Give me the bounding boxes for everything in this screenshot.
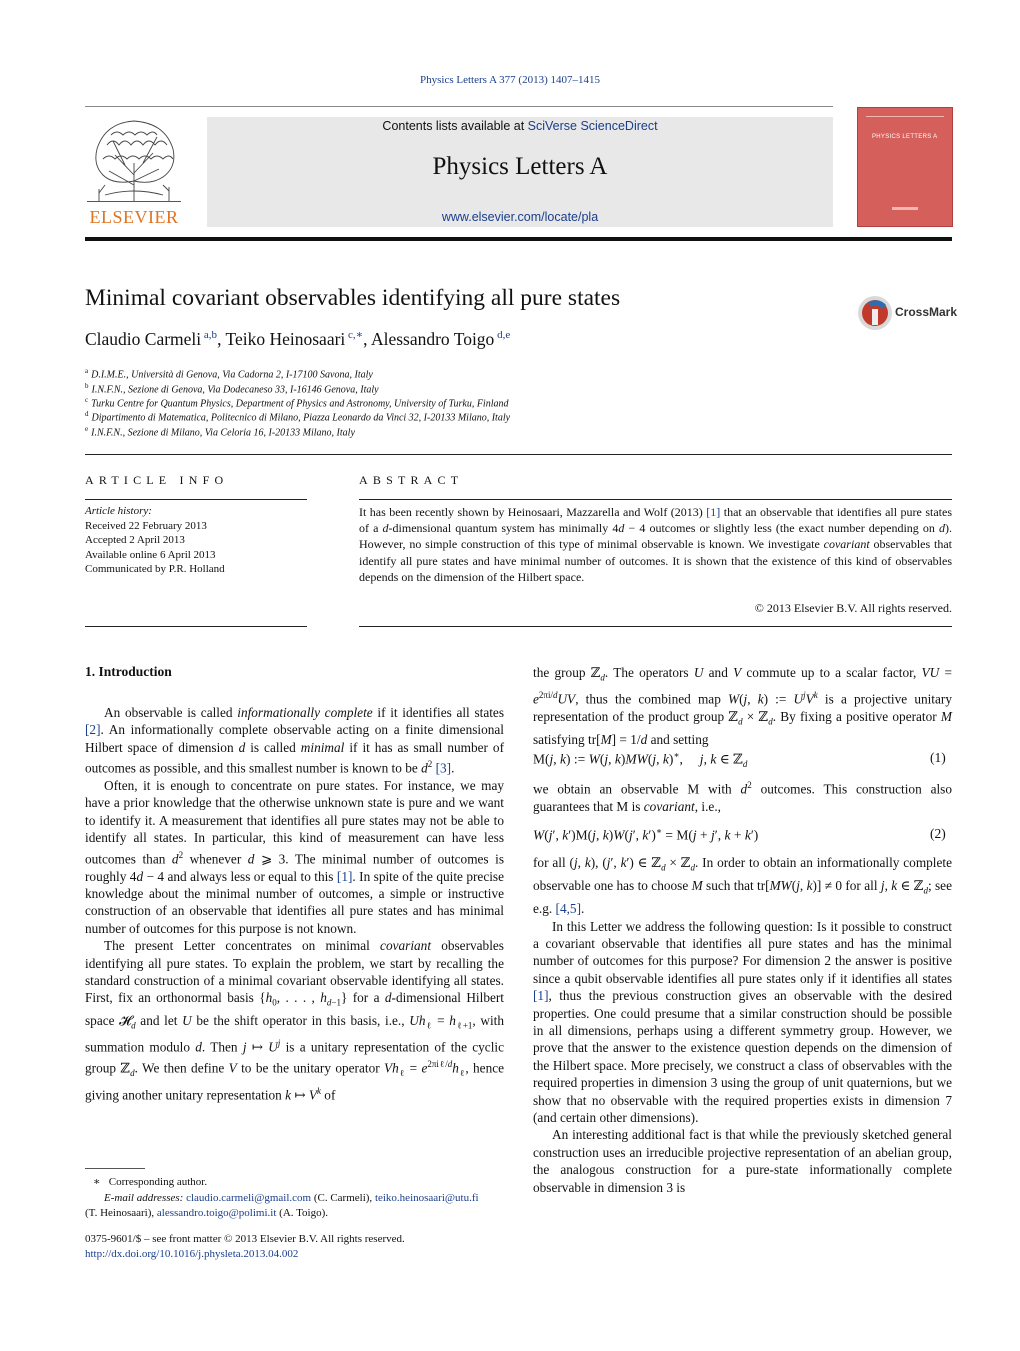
citation-link[interactable]: [1] — [533, 988, 549, 1004]
journal-title: Physics Letters A — [432, 153, 608, 180]
citation-link[interactable]: [1] — [706, 505, 721, 519]
section-heading: 1. Introduction — [85, 664, 172, 679]
author-sup[interactable]: a,b — [203, 329, 218, 341]
sciencedirect-link[interactable]: SciVerse ScienceDirect — [527, 119, 658, 133]
elsevier-wordmark: ELSEVIER — [89, 207, 179, 227]
author-sup[interactable]: c,∗ — [348, 329, 364, 341]
article-info-heading: ARTICLE INFO — [85, 473, 229, 487]
affiliation: $^c$ Turku Centre for Quantum Physics, Department of Physics and Astronomy, University of Turku, Finland — [85, 396, 509, 410]
author-name: Alessandro Toigo — [370, 328, 495, 349]
info-rule — [85, 499, 307, 500]
left-column-text: An observable is called informationally complete if it identifies all states [2]. An informationally complete observable acting on a finite dimensional Hilbert space of dimension d is called minimal if it has as small number of outcomes as possible, and this smallest number is known to be $d^2$ [3]. Often, it is enough to concentrate on pure states. For instance, we may have a prior knowledge that the otherwise unknown state is pure and we want to identify it. A measurement that identifies all pure states may not be able to identify all states. In particular, this kind of measurement can have less outcomes than $d^2$ whenever d ⩾ 3. The minimal number of outcomes is roughly 4d − 4 and always less or equal to this [1]. In spite of the quite precise knowledge about the minimal number of outcomes, a simple or instructive construction of an observable that identifies all pure states and has minimal number of outcomes for this purpose is not known. The present Letter concentrates on minimal covariant observables identifying all pure states. To explain the problem, we start by recalling the standard construction of a minimal covariant observable identifying all states. First, fix an orthonormal basis {$h_0$, . . . , $h_{d-1}$} for a d-dimensional Hilbert space 𝓗$_d$ and let U be the shift operator in this basis, i.e., $Uh_\ell = h_{\ell+1}$, with summation modulo d. Then j ↦ $U^j$ is a unitary representation of the cyclic group ℤ$_d$. We then define V to be the unitary operator $Vh_\ell = e^{2\pi i\ell/d}h_\ell$, hence giving another unitary representation k ↦ $V^k$ of — [85, 705, 505, 1103]
issn-line: 0375-9601/$ – see front matter © 2013 Elsevier B.V. All rights reserved. — [85, 1233, 405, 1245]
equation-2-label: (2) — [930, 826, 946, 841]
cover-rule — [866, 116, 944, 117]
article-history — [85, 504, 307, 577]
footnote: ∗ Corresponding author. E-mail addresses: claudio.carmeli@gmail.com (C. Carmeli), teiko.heinosaari@utu.fi (T. Heinosaari), alessandro.toigo@polimi.it (A. Toigo). — [85, 1176, 479, 1219]
citation-link[interactable]: [3] — [435, 760, 452, 776]
cover-title: PHYSICS LETTERS A — [872, 134, 938, 140]
footnote-rule — [85, 1168, 145, 1169]
article-title: Minimal covariant observables identifying all pure states — [85, 285, 621, 311]
affiliation: $^e$ I.N.F.N., Sezione di Milano, Via Celoria 16, I-20133 Milano, Italy — [85, 425, 355, 439]
equation-1-label: (1) — [930, 750, 946, 765]
equation-2: W(j′, k′)M(j, k)W(j′, k′)∗ = M(j + j′, k + k′) — [533, 826, 759, 843]
history-label: Article history: — [85, 505, 152, 517]
affiliation: $^b$ I.N.F.N., Sezione di Genova, Via Dodecaneso 33, I-16146 Genova, Italy — [85, 382, 379, 396]
email-link[interactable]: teiko.heinosaari@utu.fi — [374, 1191, 479, 1204]
footnote-star: ∗ — [93, 1176, 101, 1188]
crossmark-label: CrossMark — [895, 305, 958, 319]
accepted-date: Accepted 2 April 2013 — [85, 534, 185, 546]
section-divider — [85, 454, 952, 455]
contents-prefix: Contents lists available at — [382, 119, 528, 133]
doi-link[interactable]: http://dx.doi.org/10.1016/j.physleta.2013.04.002 — [85, 1248, 299, 1260]
contents-line — [207, 119, 833, 133]
author-name: Claudio Carmeli — [85, 328, 202, 349]
online-date: Available online 6 April 2013 — [85, 548, 216, 561]
journal-url[interactable]: www.elsevier.com/locate/pla — [441, 210, 599, 224]
email-link[interactable]: claudio.carmeli@gmail.com — [186, 1191, 312, 1204]
right-column-mid: we obtain an observable M with $d^2$ outcomes. This construction also guarantees that M is covariant, i.e., — [533, 780, 952, 814]
header-top-rule — [85, 106, 833, 107]
equation-1: M(j, k) := W(j, k)MW(j, k)∗, j, k ∈ ℤ$_d$ — [533, 750, 748, 770]
citation-link[interactable]: [1] — [336, 868, 353, 884]
elsevier-logo — [85, 115, 183, 227]
bottom-info — [85, 1232, 405, 1262]
journal-cover — [857, 107, 953, 227]
citation-link[interactable]: [2] — [85, 722, 101, 738]
abstract-rule — [359, 499, 952, 500]
crossmark-icon — [857, 295, 893, 331]
info-bottom-rule — [85, 626, 307, 627]
abstract-heading: ABSTRACT — [359, 473, 464, 487]
communicated-by: Communicated by P.R. Holland — [85, 563, 225, 575]
crossmark-badge[interactable] — [857, 295, 957, 331]
author-sup[interactable]: d,e — [497, 329, 511, 341]
received-date: Received 22 February 2013 — [85, 519, 207, 532]
citation-link[interactable]: [4,5] — [555, 901, 582, 917]
journal-reference[interactable]: Physics Letters A 377 (2013) 1407–1415 — [420, 74, 600, 86]
corresponding-author: Corresponding author. — [108, 1176, 208, 1188]
author-name: Teiko Heinosaari — [225, 328, 346, 349]
affiliation: $^d$ Dipartimento di Matematica, Politecnico di Milano, Piazza Leonardo da Vinci 32, I-20133 Milano, Italy — [85, 410, 511, 424]
abstract-bottom-rule — [359, 626, 952, 627]
header-thick-rule — [85, 237, 952, 241]
abstract-copyright: © 2013 Elsevier B.V. All rights reserved. — [754, 601, 952, 615]
email-link[interactable]: alessandro.toigo@polimi.it — [156, 1207, 277, 1219]
abstract-text: It has been recently shown by Heinosaari, Mazzarella and Wolf (2013) [1] that an observable that identifies all pure states of a d-dimensional quantum system has minimally 4d − 4 outcomes or slightly less (the exact number depending on d). However, no simple construction of this type of minimal observable is known. We investigate covariant observables that identify all pure states and have minimal number of outcomes. It is shown that the existence of this kind of observables depends on the dimension of the Hilbert space. — [359, 505, 952, 584]
affiliation: $^a$ D.I.M.E., Università di Genova, Via Cadorna 2, I-17100 Savona, Italy — [85, 367, 373, 381]
author-list: Claudio Carmeli $^{a,b}$, Teiko Heinosaari $^{c,∗}$, Alessandro Toigo $^{d,e}$ — [85, 328, 511, 349]
right-column-text: for all (j, k), (j′, k′) ∈ ℤ$_d$ × ℤ$_d$. In order to obtain an informationally complete observable one has to choose M such that tr[MW(j, k)] ≠ 0 for all j, k ∈ ℤ$_d$; see e.g. [4,5]. In this Letter we address the following question: Is it possible to construct a covariant observable that identifies all pure states and has the minimal number of outcomes for this purpose? For dimension 2 the answer is positive since a qubit observable identifies all pure states only if it identifies all states [1], thus the previous construction gives an observable with the desired properties. One could presume that a similar construction should be possible in all dimensions, perhaps using a different symmetry group. However, we prove that the answer to the existence question depends on the dimension of the Hilbert space. More precisely, we construct a class of observables with the required properties in dimension 3 using the group of unit quaternions, but we show that no observable with the required properties exists in dimension 7 (and certain other dimensions). An interesting additional fact is that while the previously sketched general construction uses an irreducible projective representation of an abelian group, the analogous construction for a pure-state informationally complete observable in dimension 3 is — [533, 855, 953, 1195]
email-label: E-mail addresses: — [104, 1191, 187, 1204]
cover-bar — [892, 207, 918, 210]
right-column-top: the group ℤ$_d$. The operators U and V commute up to a scalar factor, VU = $e^{2\pi i/d}UV$, thus the combined map W(j, k) := $U^jV^k$ is a projective unitary representation of the product group ℤ$_d$ × ℤ$_d$. By fixing a positive operator M satisfying tr[M] = 1/d and setting — [533, 665, 952, 747]
